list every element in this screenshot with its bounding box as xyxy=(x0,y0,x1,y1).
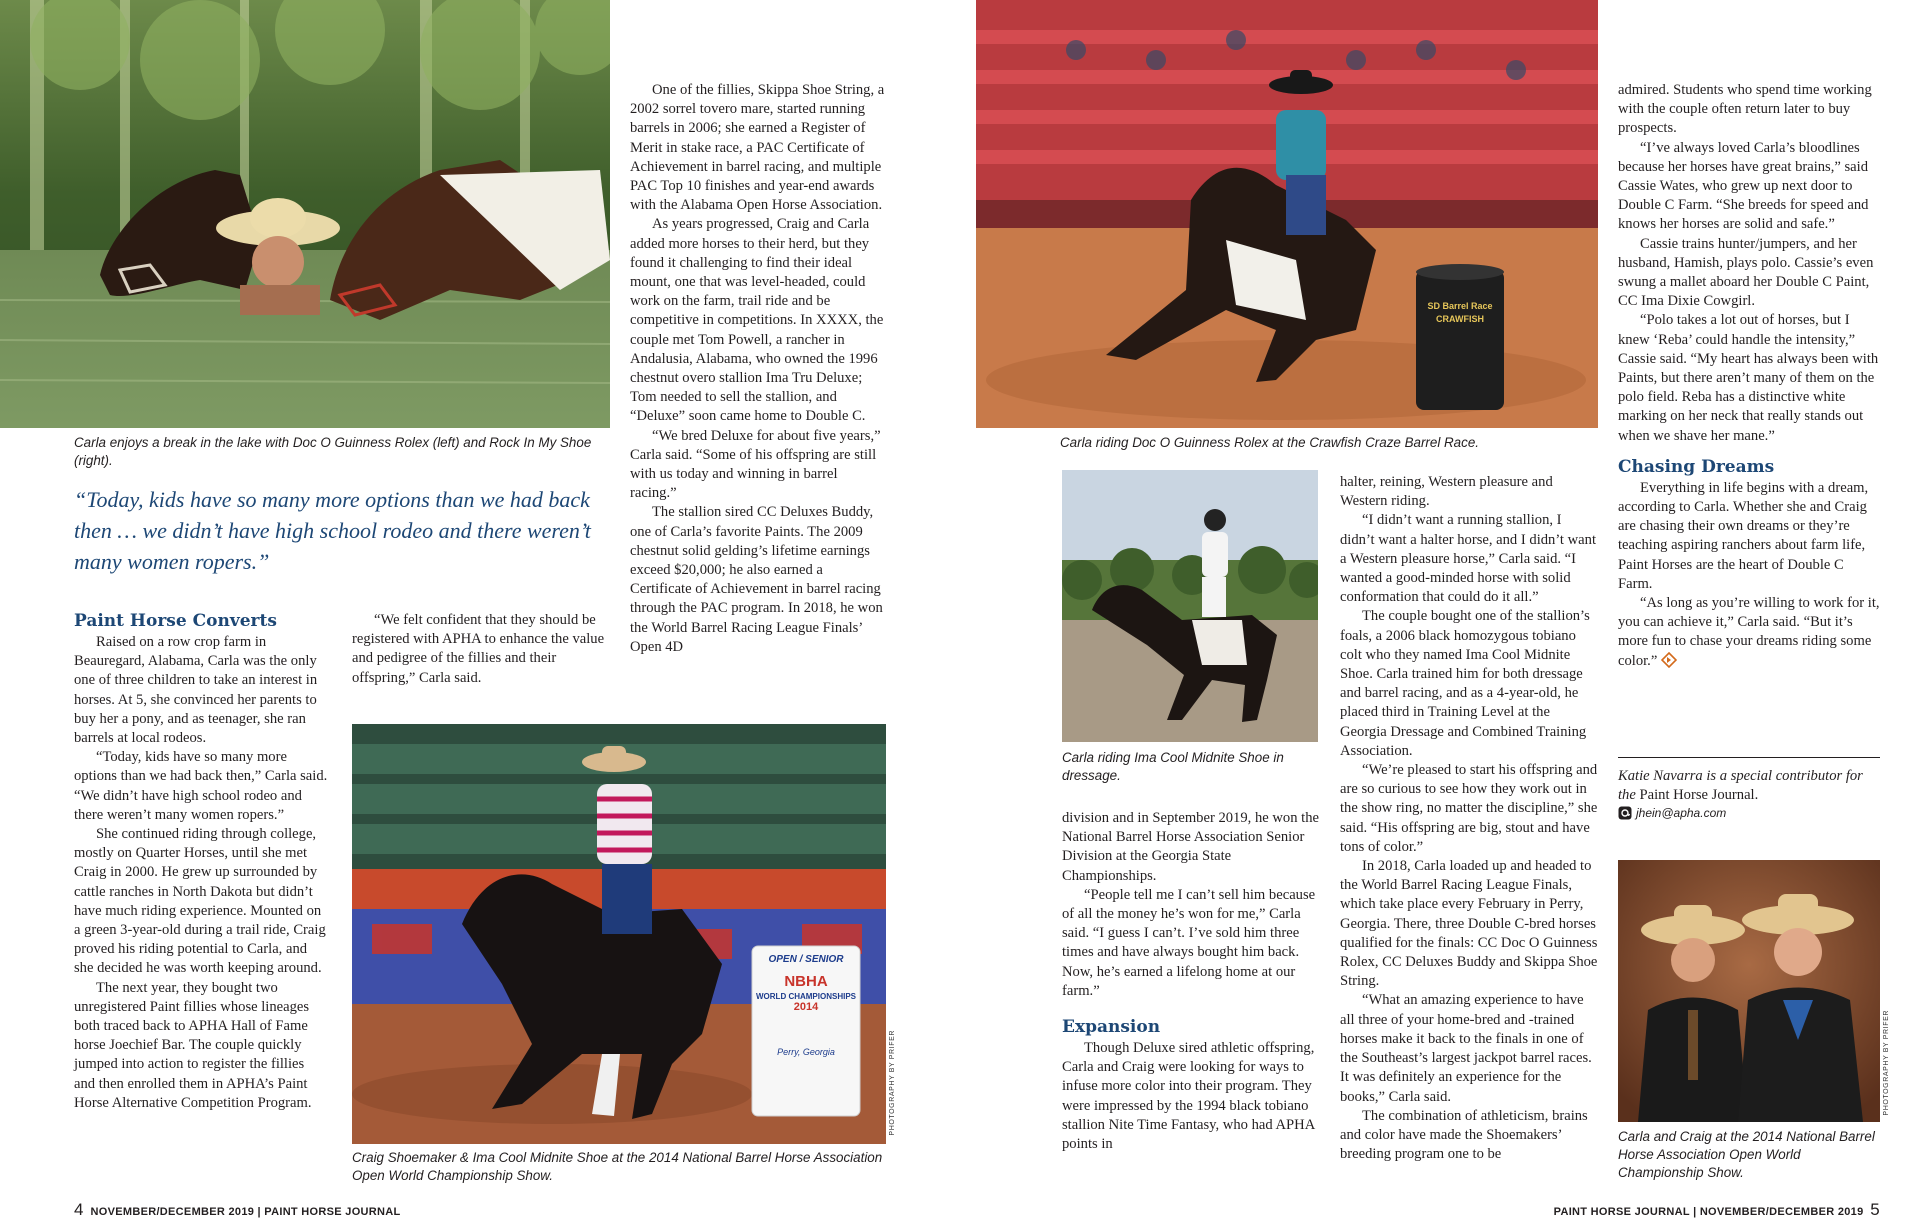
paragraph: “Polo takes a lot out of horses, but I knew ‘Reba’ could handle the intensity,” Cassie said. “My heart has always been with Paints, but there aren’t many of them on the polo field. Reba has a distinctive white marking on her neck that really stands out when we shave her mane.” xyxy=(1618,312,1879,444)
paragraph: halter, reining, Western pleasure and Western riding. xyxy=(1340,474,1553,510)
bio-journal: Paint Horse Journal. xyxy=(1639,787,1759,803)
paragraph: The stallion sired CC Deluxes Buddy, one of Carla’s favorite Paints. The 2009 chestnut solid gelding’s lifetime earnings exceed $20,000; he also earned a Certificate of Achievement in barrel racing through the PAC program. In 2018, he won the World Barrel Racing League Finals’ Open 4D xyxy=(630,504,883,655)
paragraph: Everything in life begins with a dream, according to Carla. Whether she and Craig are chasing their own dreams or they’re teaching aspiring ranchers about farm life, Paint Horses are the heart of Double C Farm. xyxy=(1618,479,1869,592)
crawfish-race-photo xyxy=(976,0,1598,428)
barrel-sign-line: 2014 xyxy=(793,1001,819,1013)
end-mark-icon xyxy=(1661,652,1677,668)
paragraph-text: “As long as you’re willing to work for it, you can achieve it,” Carla said. “But it’s more fun to chase your dreams riding some color.” xyxy=(1618,595,1880,669)
right-column-b xyxy=(1340,473,1598,1164)
left-column-1 xyxy=(74,611,328,1113)
portrait-caption: Carla and Craig at the 2014 National Barrel Horse Association Open World Championship Show. xyxy=(1618,1129,1875,1180)
section-heading-paint-horse-converts: Paint Horse Converts xyxy=(74,611,277,631)
section-heading-expansion: Expansion xyxy=(1062,1017,1161,1038)
dressage-caption: Carla riding Ima Cool Midnite Shoe in dressage. xyxy=(1062,750,1284,783)
at-sign-icon xyxy=(1618,806,1632,820)
author-email[interactable] xyxy=(1618,806,1726,820)
lake-photo xyxy=(0,0,610,428)
lake-photo-caption: Carla enjoys a break in the lake with Doc O Guinness Rolex (left) and Rock In My Shoe (right). xyxy=(74,435,592,468)
barrel-race-photo xyxy=(352,724,886,1144)
author-bio xyxy=(1618,767,1880,805)
paragraph: She continued riding through college, mostly on Quarter Horses, until she met Craig in 2000. He grew up surrounded by cattle ranches in North Dakota but didn’t have much riding experience. Mounted on a green 3-year-old during a trail ride, Craig proved his riding potential to Carla, and she decided he was worth keeping around. xyxy=(74,826,326,977)
page-number: 5 xyxy=(1870,1200,1880,1219)
paragraph: division and in September 2019, he won the National Barrel Horse Association Senior Division at the Georgia State Championships. xyxy=(1062,810,1319,884)
barrel-sign xyxy=(752,954,860,1057)
dressage-photo xyxy=(1062,470,1318,742)
pull-quote: “Today, kids have so many more options than we had back then … we didn’t have high school rodeo and there weren’t many women ropers.” xyxy=(74,487,591,574)
portrait-photo-credit: PHOTOGRAPHY BY PRIFER xyxy=(1883,1010,1890,1116)
crawfish-race-caption: Carla riding Doc O Guinness Rolex at the Crawfish Craze Barrel Race. xyxy=(1060,435,1479,450)
barrel-sign-line: NBHA xyxy=(784,973,828,990)
paragraph: The next year, they bought two unregistered Paint fillies whose lineages both traced back to APHA Hall of Fame horse Joechief Bar. The couple quickly jumped into action to register the fillies and then enrolled them in APHA’s Paint Horse Alternative Competition Program. xyxy=(74,979,312,1111)
paragraph: Raised on a row crop farm in Beauregard, Alabama, Carla was the only one of three children to take an interest in horses. At 5, she convinced her parents to buy her a pony, and as teenager, she ran barrels at local rodeos. xyxy=(74,634,318,747)
crawfish-barrel-label: SD Barrel Race CRAWFISH xyxy=(1427,301,1493,324)
paragraph: “We’re pleased to start his offspring and are so curious to see how they work out in the show ring, no matter the discipline,” she said. “His offspring are big, stout and have tons of color.” xyxy=(1340,762,1598,855)
barrel-race-caption: Craig Shoemaker & Ima Cool Midnite Shoe at the 2014 National Barrel Horse Association Open World Championship Show. xyxy=(352,1150,883,1183)
folio-text: PAINT HORSE JOURNAL | NOVEMBER/DECEMBER 2019 xyxy=(1553,1206,1864,1218)
paragraph: The couple bought one of the stallion’s foals, a 2006 black homozygous tobiano colt who they named Ima Cool Midnite Shoe. Carla trained him for both dressage and barrel racing, and as a 4-year-old, he placed third in Training Level at the Georgia Dressage and Combined Training Association. xyxy=(1340,608,1590,759)
barrel-sign-line: WORLD CHAMPIONSHIPS xyxy=(756,992,856,1001)
photo-credit: PHOTOGRAPHY BY PRIFER xyxy=(889,1030,896,1136)
barrel-sign-line: Perry, Georgia xyxy=(777,1047,835,1057)
couple-portrait-photo xyxy=(1618,860,1880,1122)
bio-text: Katie Navarra is a special contributor for the xyxy=(1618,768,1863,803)
left-folio xyxy=(74,1200,401,1220)
paragraph: Though Deluxe sired athletic offspring, Carla and Craig were looking for ways to infuse more color into their program. They were impressed by the 1994 black tobiano stallion Nite Time Fantasy, who had APHA points in xyxy=(1062,1040,1315,1153)
page-number: 4 xyxy=(74,1200,84,1219)
paragraph: One of the fillies, Skippa Shoe String, a 2002 sorrel tovero mare, started running barrels in 2006; she earned a Register of Merit in stake race, a PAC Certificate of Achievement in barrel racing, and multiple PAC Top 10 finishes and year-end awards with the Alabama Open Horse Association. xyxy=(630,82,885,214)
paragraph: “I’ve always loved Carla’s bloodlines because her horses have great brains,” said Cassie Wates, who grew up next door to Double C Farm. “She breeds for speed and knows her horses are solid and safe.” xyxy=(1618,139,1869,233)
paragraph: In 2018, Carla loaded up and headed to the World Barrel Racing League Finals, which take place every February in Perry, Georgia. There, three Double C-bred horses qualified for the finals: CC Doc O Guinness Rolex, CC Deluxes Buddy and Skippa Shoe String. xyxy=(1340,858,1598,990)
left-column-2 xyxy=(352,611,606,688)
email-text: jhein@apha.com xyxy=(1636,806,1727,820)
paragraph: “I didn’t want a running stallion, I didn’t want a halter horse, and I didn’t want a Western pleasure horse,” Carla said. “I wanted a good-minded horse with solid conformation that could do it all.” xyxy=(1340,512,1597,606)
paragraph: The combination of athleticism, brains and color have made the Shoemakers’ breeding program one to be xyxy=(1340,1107,1588,1163)
paragraph: “Today, kids have so many more options than we had back then,” Carla said. “We didn’t have high school rodeo and there weren’t many women ropers.” xyxy=(74,749,328,823)
left-column-3 xyxy=(630,81,886,657)
paragraph: “We felt confident that they should be registered with APHA to enhance the value and pedigree of the fillies and their offspring,” Carla said. xyxy=(352,612,605,686)
right-column-a xyxy=(1062,809,1324,1154)
paragraph: admired. Students who spend time working with the couple often return later to buy prospects. xyxy=(1618,82,1872,137)
folio-text: NOVEMBER/DECEMBER 2019 | PAINT HORSE JOURNAL xyxy=(90,1206,401,1218)
paragraph: “We bred Deluxe for about five years,” Carla said. “Some of his offspring are still with us today and winning in barrel racing.” xyxy=(630,427,881,502)
barrel-sign-line: OPEN / SENIOR xyxy=(768,954,844,965)
right-folio xyxy=(1554,1200,1880,1220)
paragraph: Cassie trains hunter/jumpers, and her husband, Hamish, plays polo. Cassie’s even swung a mallet aboard her Double C Paint, CC Ima Dixie Cowgirl. xyxy=(1618,235,1874,310)
paragraph: “What an amazing experience to have all three of your home-bred and -trained horses make it back to the finals in one of the Southeast’s largest jackpot barrel races. It was definitely an experience for the books,” Carla said. xyxy=(1340,992,1592,1105)
paragraph: As years progressed, Craig and Carla added more horses to their herd, but they found it challenging to find their ideal mount, one that was level-headed, could work on the farm, trail ride and be competitive in competitions. In XXXX, the couple met Tom Powell, a rancher in Andalusia, Alabama, who owned the 1996 chestnut overo stallion Ima Tru Deluxe; Tom needed to sell the stallion, and “Deluxe” soon came home to Double C. xyxy=(630,216,884,425)
paragraph: “People tell me I can’t sell him because of all the money he’s won for me,” Carla said. “I guess I can’t. I’ve sold him three times and have always bought him back. Now, he’s earned a lifelong home at our farm.” xyxy=(1062,886,1316,999)
right-column-c xyxy=(1618,81,1880,671)
bio-divider xyxy=(1618,757,1880,758)
paragraph xyxy=(1618,594,1880,671)
section-heading-chasing-dreams: Chasing Dreams xyxy=(1618,456,1775,477)
